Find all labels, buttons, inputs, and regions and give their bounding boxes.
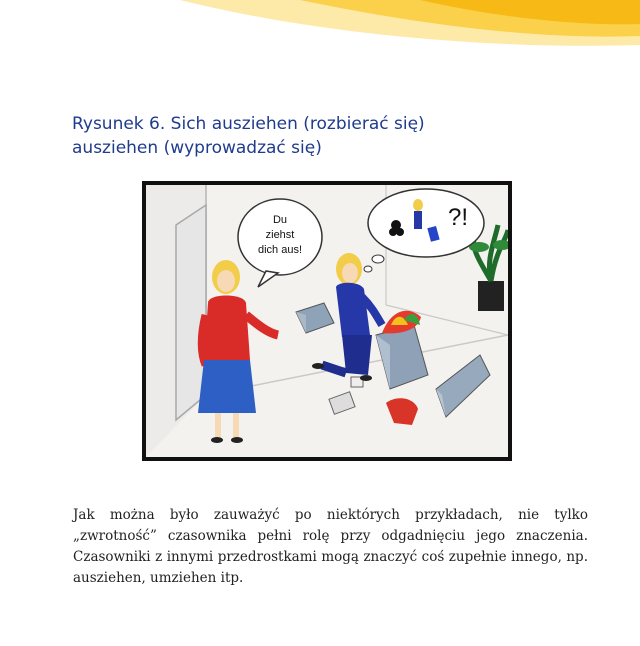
speech-line-3: dich aus! <box>257 244 303 256</box>
illustration-frame <box>142 181 512 461</box>
figure-caption <box>72 112 572 160</box>
body-paragraph: Jak można było zauważyć po niektórych przykładach, nie tylko „zwrotność” czasownika pełni rolę przy odgadnięciu jego znaczenia. Czasowniki z innymi przedrostkami mogą znaczyć coś zupełnie innego, np. ausziehen, umziehen itp. <box>73 506 588 586</box>
speech-line-2: ziehst <box>265 229 295 241</box>
header-wave-decoration <box>0 0 640 60</box>
speech-line-1: Du <box>272 214 288 226</box>
caption-line-1: Rysunek 6. Sich ausziehen (rozbierać się) <box>72 114 425 134</box>
caption-line-2: ausziehen (wyprowadzać się) <box>72 138 322 158</box>
illustration <box>146 185 508 457</box>
thought-text: ?! <box>448 204 469 231</box>
